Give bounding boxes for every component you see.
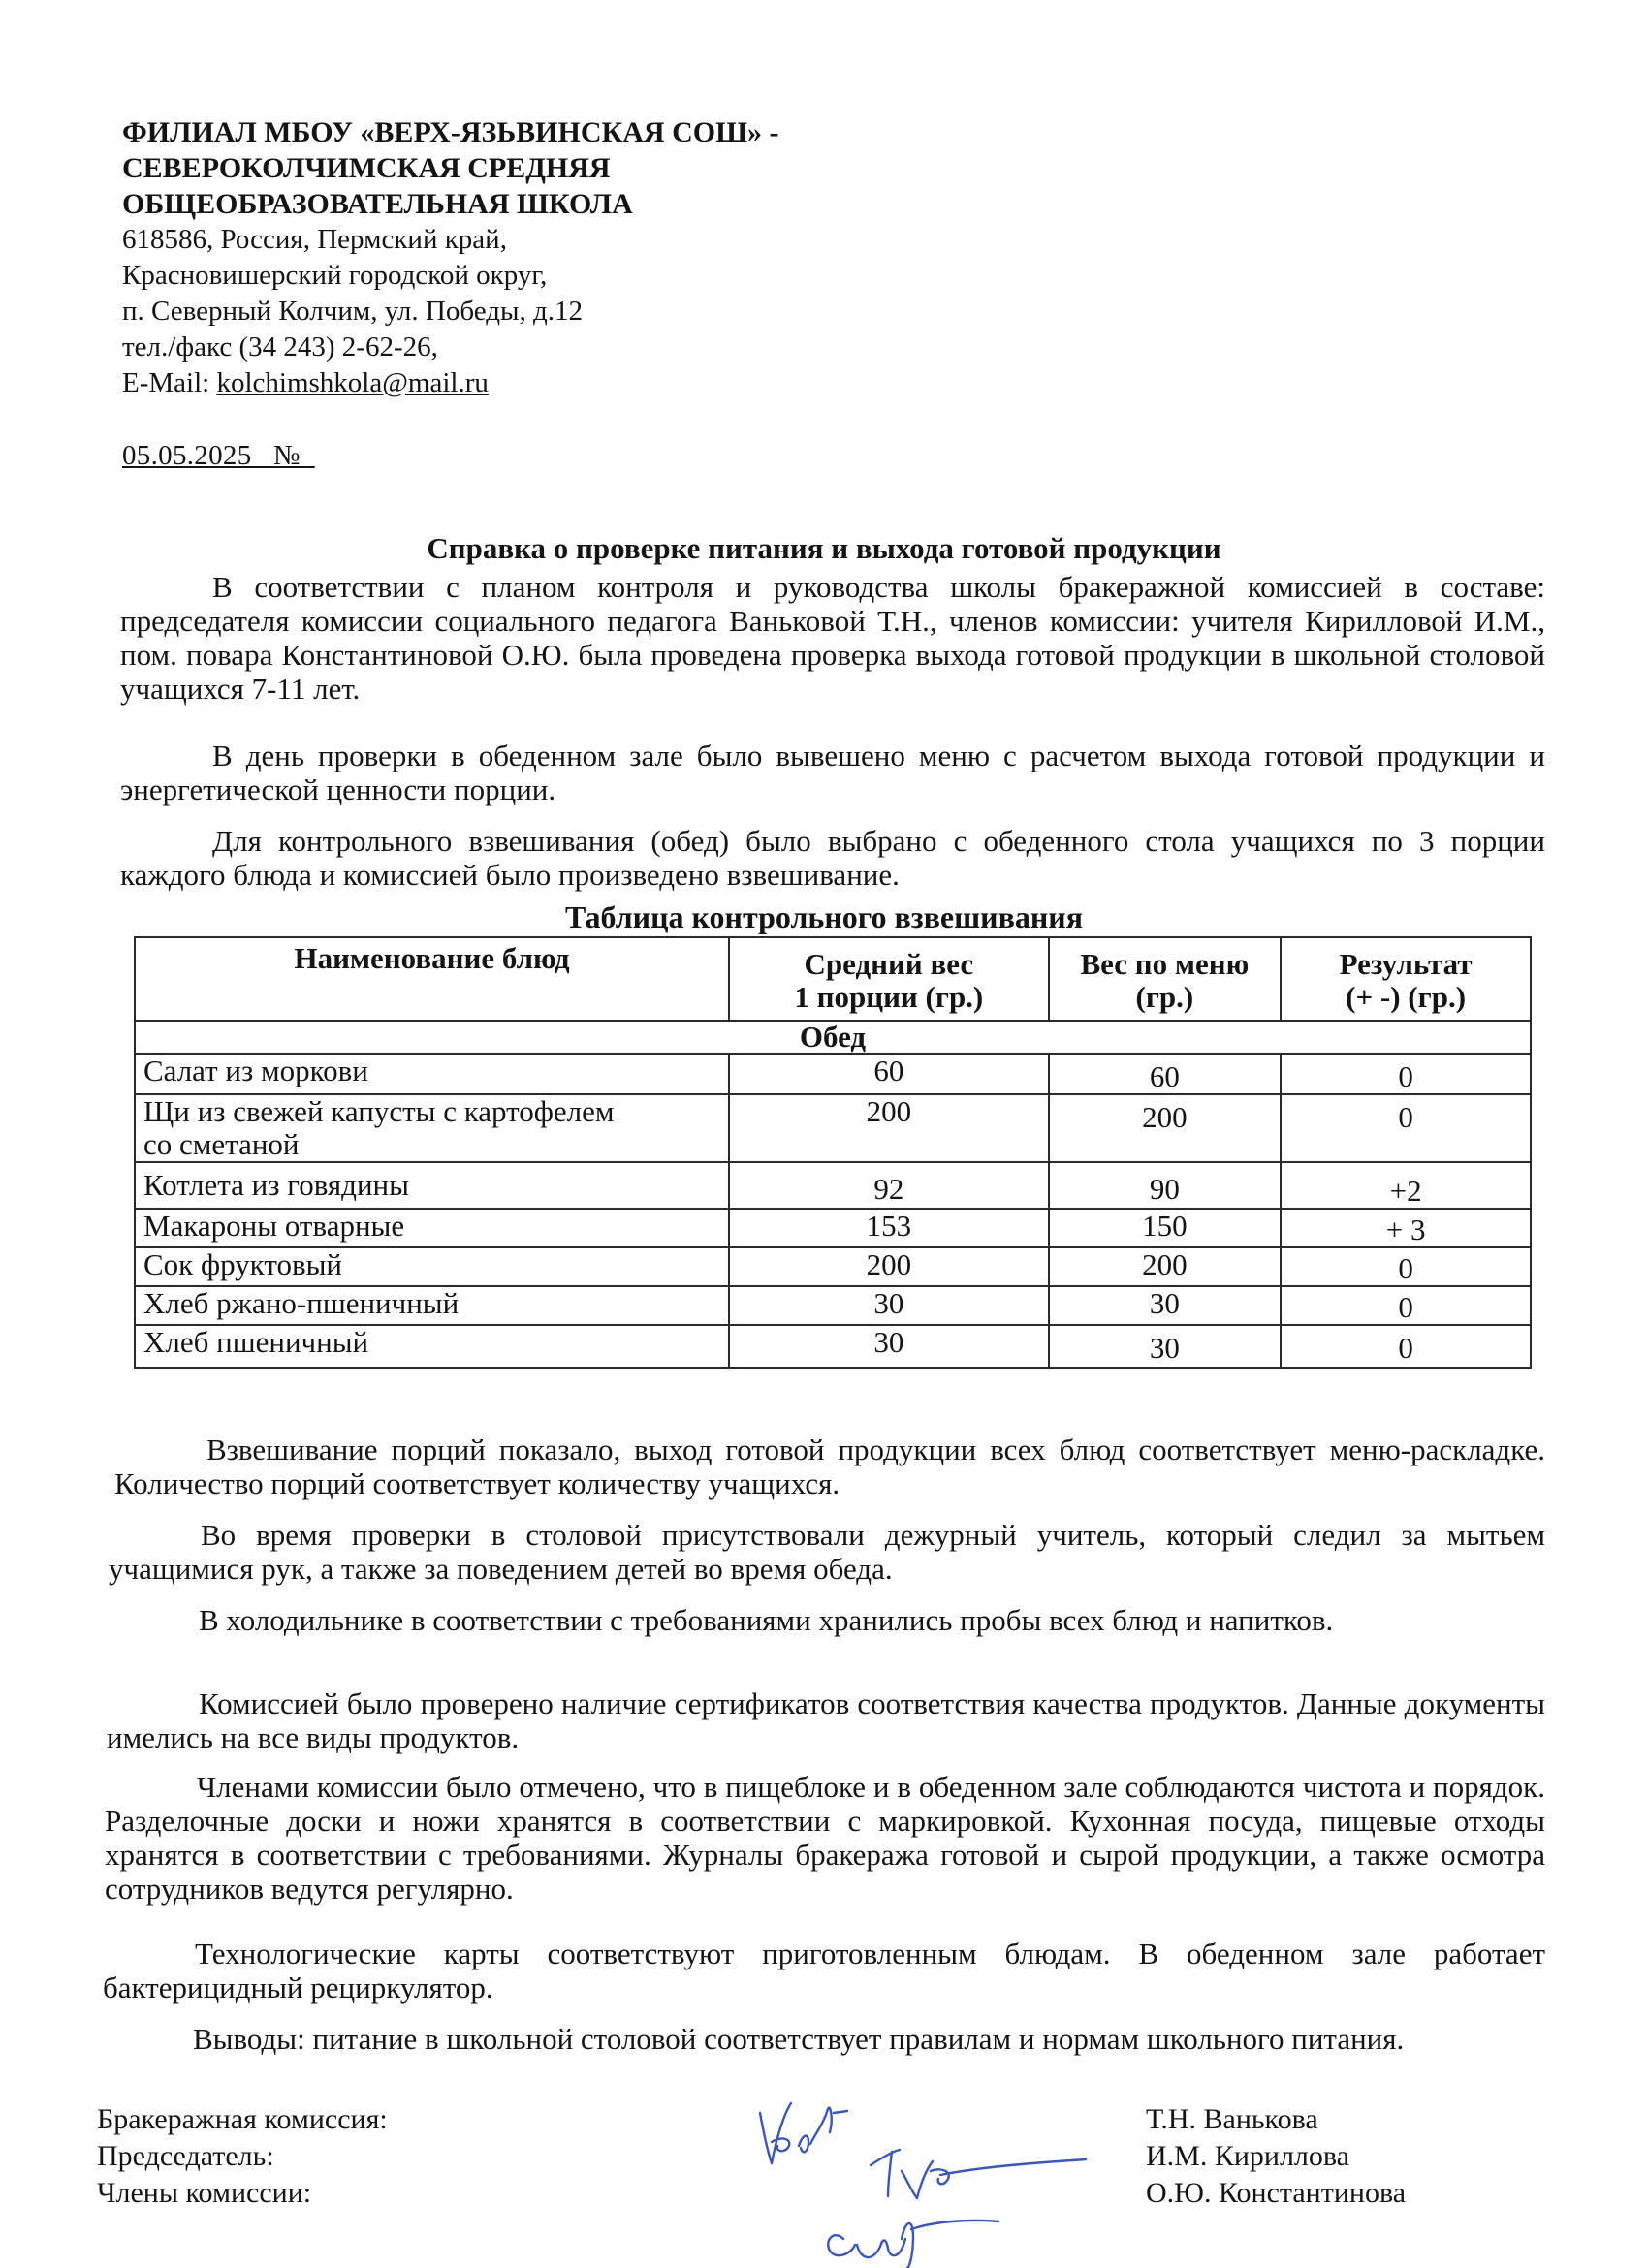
- result-value: +2: [1281, 1162, 1531, 1209]
- table-row: [135, 1286, 1531, 1325]
- section-lunch: Обед: [135, 1021, 1531, 1054]
- menu-weight: 30: [1049, 1286, 1282, 1325]
- table-title: Таблица контрольного взвешивания: [564, 899, 1084, 934]
- menu-weight: 90: [1049, 1162, 1282, 1209]
- header-result: Результат (+ -) (гр.): [1281, 937, 1531, 1021]
- member-name-1: И.М. Кириллова: [1146, 2140, 1349, 2172]
- header-average-weight: Средний вес 1 порции (гр.): [729, 937, 1049, 1021]
- dish-name: Макароны отварные: [135, 1209, 729, 1247]
- table-row: [135, 1247, 1531, 1286]
- result-value: 0: [1281, 1054, 1531, 1094]
- average-weight: 60: [729, 1054, 1049, 1094]
- menu-weight: 150: [1049, 1209, 1282, 1247]
- menu-weight: 60: [1049, 1054, 1282, 1094]
- signature-kirillova: [871, 2150, 1086, 2198]
- average-weight: 92: [729, 1162, 1049, 1209]
- result-value: 0: [1281, 1286, 1531, 1325]
- email-line: [122, 365, 995, 401]
- signature-vankova: [760, 2103, 847, 2163]
- average-weight: 30: [729, 1286, 1049, 1325]
- chairman-label: Председатель:: [97, 2140, 274, 2172]
- result-value: + 3: [1281, 1209, 1531, 1247]
- result-value: 0: [1281, 1325, 1531, 1368]
- table-header-row: [135, 937, 1531, 1021]
- intro-paragraph-1: В соответствии с планом контроля и руководства школы бракеражной комиссией в составе: председателя комиссии социального педагога Ваньковой Т.Н., членов комиссии: учителя Кирилловой И.М., пом. повара Константиновой О.Ю. была проведена проверка выхода готовой продукции в школьной столовой учащихся 7-11 лет.: [120, 570, 1545, 706]
- table-row: [135, 1054, 1531, 1094]
- table-row: [135, 1162, 1531, 1209]
- signature-labels: [97, 2101, 388, 2212]
- intro-paragraph-2: В день проверки в обеденном зале было вывешено меню с расчетом выхода готовой продукции и энергетической ценности порции.: [120, 739, 1545, 806]
- letterhead: [122, 114, 995, 401]
- conclusion-paragraph-2: Во время проверки в столовой присутствовали дежурный учитель, который следил за мытьем учащимися рук, а также за поведением детей во время обеда.: [109, 1518, 1545, 1586]
- email-link[interactable]: kolchimshkola@mail.ru: [216, 367, 489, 398]
- header-dish-name: Наименование блюд: [135, 937, 729, 1021]
- address-line-2: Красновишерский городской округ,: [122, 260, 548, 291]
- signatory-names: [1146, 2101, 1406, 2212]
- menu-weight: 30: [1049, 1325, 1282, 1368]
- average-weight: 153: [729, 1209, 1049, 1247]
- document-title: Справка о проверке питания и выхода готовой продукции: [427, 531, 1221, 565]
- result-value: 0: [1281, 1094, 1531, 1162]
- conclusion-paragraph-1: Взвешивание порций показало, выход готовой продукции всех блюд соответствует меню-раскладке. Количество порций соответствует количеству учащихся.: [114, 1433, 1545, 1500]
- dish-name: Сок фруктовый: [135, 1247, 729, 1286]
- menu-weight: 200: [1049, 1094, 1282, 1162]
- table-row: [135, 1325, 1531, 1368]
- intro-paragraph-3: Для контрольного взвешивания (обед) было выбрано с обеденного стола учащихся по 3 порции каждого блюда и комиссией было произведено взвешивание.: [120, 824, 1545, 892]
- commission-label: Бракеражная комиссия:: [97, 2103, 388, 2135]
- org-name-line-2: СЕВЕРОКОЛЧИМСКАЯ СРЕДНЯЯ: [122, 152, 611, 184]
- dish-name: Хлеб ржано-пшеничный: [135, 1286, 729, 1325]
- phone-line: тел./факс (34 243) 2-62-26,: [122, 331, 438, 362]
- members-label: Члены комиссии:: [97, 2177, 312, 2209]
- table-row: [135, 1094, 1531, 1162]
- address-line-1: 618586, Россия, Пермский край,: [122, 224, 507, 255]
- org-name-line-3: ОБЩЕОБРАЗОВАТЕЛЬНАЯ ШКОЛА: [122, 188, 633, 220]
- conclusion-paragraph-6: Технологические карты соответствуют приготовленным блюдам. В обеденном зале работает бактерицидный рециркулятор.: [103, 1937, 1545, 2004]
- result-value: 0: [1281, 1247, 1531, 1286]
- address-line-3: п. Северный Колчим, ул. Победы, д.12: [122, 296, 583, 327]
- dish-name: Котлета из говядины: [135, 1162, 729, 1209]
- conclusion-paragraph-5: Членами комиссии было отмечено, что в пищеблоке и в обеденном зале соблюдаются чистота и порядок. Разделочные доски и ножи хранятся в соответствии с маркировкой. Кухонная посуда, пищевые отходы хранятся в соответствии с требованиями. Журналы бракеража готовой и сырой продукции, а также осмотра сотрудников ведутся регулярно.: [105, 1770, 1545, 1906]
- table-section-row: [135, 1021, 1531, 1054]
- signature-konstantinova: [828, 2221, 998, 2268]
- conclusion-paragraph-7: Выводы: питание в школьной столовой соответствует правилам и нормам школьного питания.: [193, 2022, 1405, 2056]
- header-menu-weight: Вес по меню (гр.): [1049, 937, 1282, 1021]
- menu-weight: 200: [1049, 1247, 1282, 1286]
- document-date-number: 05.05.2025 _№_: [122, 440, 315, 471]
- org-name-line-1: ФИЛИАЛ МБОУ «ВЕРХ-ЯЗЬВИНСКАЯ СОШ» -: [122, 116, 779, 148]
- average-weight: 200: [729, 1247, 1049, 1286]
- dish-name: Салат из моркови: [135, 1054, 729, 1094]
- average-weight: 30: [729, 1325, 1049, 1368]
- table-row: [135, 1209, 1531, 1247]
- conclusion-paragraph-3: В холодильнике в соответствии с требованиями хранились пробы всех блюд и напитков.: [199, 1603, 1334, 1637]
- email-label: E-Mail:: [122, 367, 210, 398]
- average-weight: 200: [729, 1094, 1049, 1162]
- dish-name: Щи из свежей капусты с картофелем со сметаной: [135, 1094, 729, 1162]
- conclusion-paragraph-4: Комиссией было проверено наличие сертификатов соответствия качества продуктов. Данные документы имелись на все виды продуктов.: [107, 1686, 1545, 1754]
- dish-name: Хлеб пшеничный: [135, 1325, 729, 1368]
- member-name-2: О.Ю. Константинова: [1146, 2177, 1407, 2209]
- weighing-table: [134, 936, 1532, 1369]
- handwritten-signatures: [746, 2074, 1115, 2268]
- chairman-name: Т.Н. Ванькова: [1146, 2103, 1318, 2135]
